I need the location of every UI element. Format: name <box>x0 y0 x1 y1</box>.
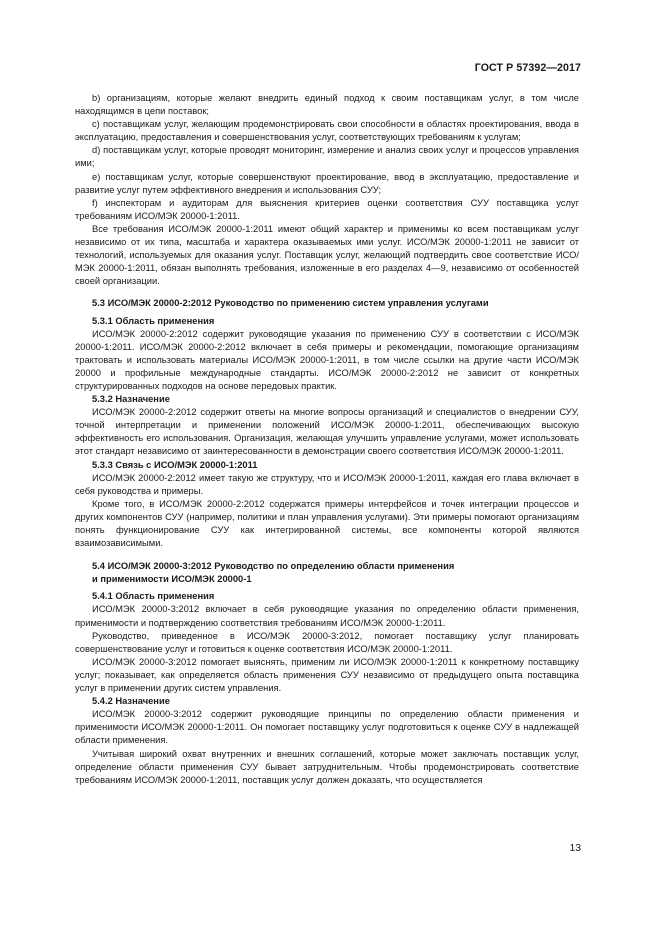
list-item-b: b) организациям, которые желают внедрить единый подход к своим поставщикам услуг, в том числе находящимся в цепи поставок; <box>75 93 579 117</box>
paragraph-general-requirements: Все требования ИСО/МЭК 20000-1:2011 имеют общий характер и применимы ко всем поставщикам услуг независимо от их типа, масштаба и характера оказываемых ими услуг. ИСО/МЭК 20000-1:2011 не зависит от технологий, используемых для оказания услуг. Поставщик услуг, желающий подтвердить свое соответствие ИСО/МЭК 20000-1:2011, обязан выполнять требования, изложенные в его разделах 4—9, независимо от особенностей своей организации. <box>75 223 579 287</box>
subsection-5-4-1-text-2: Руководство, приведенное в ИСО/МЭК 20000-3:2012, помогает поставщику услуг планировать совершенствование услуг и готовиться к оценке соответствия ИСО/МЭК 20000-1:2011. <box>75 630 579 654</box>
section-5-4-heading <box>75 560 579 586</box>
page-content <box>75 92 579 787</box>
list-item-e: e) поставщикам услуг, которые совершенствуют проектирование, ввод в эксплуатацию, предоставление и развитие услуг путем эффективного внедрения и использования СУУ; <box>75 171 579 195</box>
subsection-5-4-1-text-3: ИСО/МЭК 20000-3:2012 помогает выяснять, применим ли ИСО/МЭК 20000-1:2011 к конкретному поставщику услуг; показывает, как определяется область применения СУУ независимо от предыдущего опыта поставщика услуг в применении других систем управления. <box>75 656 579 694</box>
subsection-5-3-3-text-1: ИСО/МЭК 20000-2:2012 имеет такую же структуру, что и ИСО/МЭК 20000-1:2011, каждая его глава включает в себя руководства и примеры. <box>75 472 579 496</box>
page-number: 13 <box>569 843 581 854</box>
subsection-5-4-2-text-2: Учитывая широкий охват внутренних и внешних соглашений, которые может заключать поставщик услуг, определение области применения СУУ бывает затруднительным. Чтобы продемонстрировать соответствие требованиям ИСО/МЭК 20000-1:2011, поставщик услуг должен доказать, что осуществляется <box>75 748 579 785</box>
subsection-5-3-1-text: ИСО/МЭК 20000-2:2012 содержит руководящие указания по применению СУУ в соответствии с ИСО/МЭК 20000-1:2011. ИСО/МЭК 20000-2:2012 включает в себя примеры и рекомендации, помогающие организациям трактовать и использовать материалы ИСО/МЭК 20000-1:2011, в том числе ссылки на другие части ИСО/МЭК 20000 и профильные международные стандарты. ИСО/МЭК 20000-2:2012 не зависит от конкретных структурированных подходов на основе передовых практик. <box>75 328 579 391</box>
section-5-4-heading-line1: 5.4 ИСО/МЭК 20000-3:2012 Руководство по определению области применения <box>92 561 455 572</box>
subsection-5-3-1-heading: 5.3.1 Область применения <box>92 315 215 326</box>
subsection-5-3-2-text: ИСО/МЭК 20000-2:2012 содержит ответы на многие вопросы организаций и специалистов о внедрении СУУ, точной интерпретации и применении положений ИСО/МЭК 20000-1:2011, обеспечивающих высокую эффективность его использования. Организация, желающая улучшить управление услугами, может использовать этот стандарт независимо от заинтересованности в демонстрации своего соответствия ИСО/МЭК 20000-1:2011. <box>75 407 579 457</box>
list-item-d: d) поставщикам услуг, которые проводят мониторинг, измерение и анализ своих услуг и процессов управления ими; <box>75 145 579 169</box>
subsection-5-3-3-text-2: Кроме того, в ИСО/МЭК 20000-2:2012 содержатся примеры интерфейсов и точек интеграции процессов и других компонентов СУУ (например, политики и план управления услугами). Эти примеры помогают организациям понять функционирование СУУ как интегрированной системы, все компоненты которой являются взаимозависимыми. <box>75 498 579 549</box>
subsection-5-4-1-heading: 5.4.1 Область применения <box>92 591 215 602</box>
list-item-c: c) поставщикам услуг, желающим продемонстрировать свои способности в областях проектирования, ввода в эксплуатацию, предоставления и совершенствования услуг, соответствующих требованиям к услугам; <box>75 119 579 143</box>
subsection-5-3-3-heading: 5.3.3 Связь с ИСО/МЭК 20000-1:2011 <box>92 459 258 470</box>
section-5-3-heading: 5.3 ИСО/МЭК 20000-2:2012 Руководство по применению систем управления услугами <box>92 298 489 309</box>
subsection-5-4-2-text-1: ИСО/МЭК 20000-3:2012 содержит руководящие принципы по определению области применения и применимости ИСО/МЭК 20000-1:2011. Он помогает поставщику услуг подготовиться к оценке СУУ в надлежащей области применения. <box>75 709 579 746</box>
subsection-5-4-2-heading: 5.4.2 Назначение <box>92 696 170 707</box>
document-code: ГОСТ Р 57392—2017 <box>474 62 581 74</box>
subsection-5-3-2-heading: 5.3.2 Назначение <box>92 394 170 405</box>
section-5-4-heading-line2: и применимости ИСО/МЭК 20000-1 <box>92 574 252 585</box>
list-item-f: f) инспекторам и аудиторам для выяснения критериев оценки соответствия СУУ поставщика услуг требованиям ИСО/МЭК 20000-1:2011. <box>75 197 579 221</box>
subsection-5-4-1-text-1: ИСО/МЭК 20000-3:2012 включает в себя руководящие указания по определению области применения, применимости и подтверждению соответствия требованиям ИСО/МЭК 20000-1:2011. <box>75 604 579 628</box>
